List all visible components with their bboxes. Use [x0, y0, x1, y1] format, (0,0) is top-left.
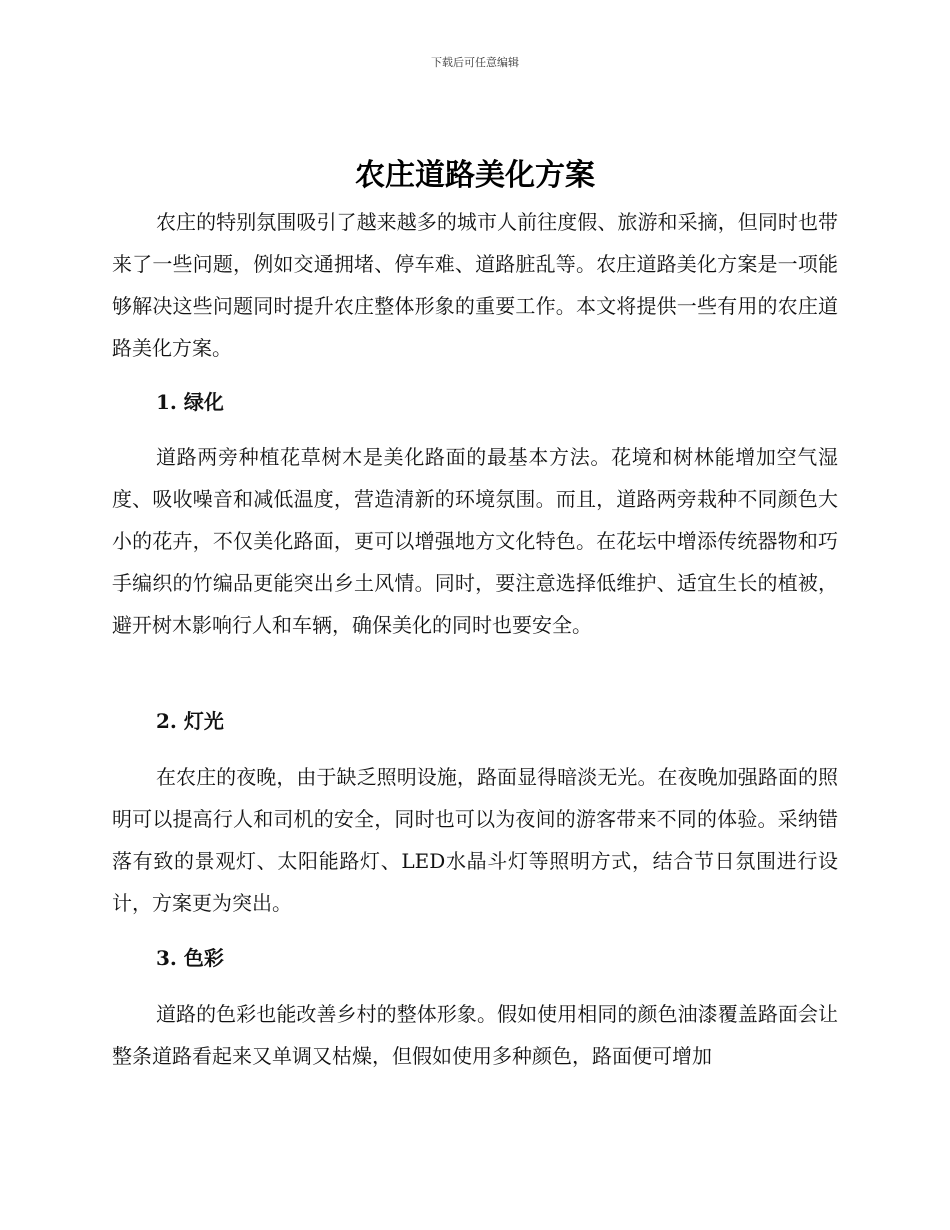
intro-paragraph: 农庄的特别氛围吸引了越来越多的城市人前往度假、旅游和采摘，但同时也带来了一些问题，例如交通拥堵、停车难、道路脏乱等。农庄道路美化方案是一项能够解决这些问题同时提升农庄整体形象的重要工作。本文将提供一些有用的农庄道路美化方案。 [112, 210, 838, 360]
header-note: 下载后可任意编辑 [431, 56, 519, 69]
section-color [112, 937, 838, 979]
section-heading-lighting: 2. 灯光 [156, 709, 224, 733]
section-color-body [112, 993, 838, 1077]
section-greening-body [112, 436, 838, 646]
section-paragraph-color: 道路的色彩也能改善乡村的整体形象。假如使用相同的颜色油漆覆盖路面会让整条道路看起来又单调又枯燥，但假如使用多种颜色，路面便可增加 [112, 1002, 838, 1068]
section-lighting-body [112, 756, 838, 924]
section-greening [112, 381, 838, 423]
section-heading-color: 3. 色彩 [156, 946, 224, 970]
intro-block [112, 201, 838, 369]
section-heading-greening: 1. 绿化 [156, 390, 224, 414]
document-title: 农庄道路美化方案 [355, 158, 595, 193]
section-paragraph-greening: 道路两旁种植花草树木是美化路面的最基本方法。花境和树林能增加空气湿度、吸收噪音和减低温度，营造清新的环境氛围。而且，道路两旁栽种不同颜色大小的花卉，不仅美化路面，更可以增强地方文化特色。在花坛中增添传统器物和巧手编织的竹编品更能突出乡土风情。同时，要注意选择低维护、适宜生长的植被，避开树木影响行人和车辆，确保美化的同时也要安全。 [112, 445, 838, 637]
section-paragraph-lighting: 在农庄的夜晚，由于缺乏照明设施，路面显得暗淡无光。在夜晚加强路面的照明可以提高行人和司机的安全，同时也可以为夜间的游客带来不同的体验。采纳错落有致的景观灯、太阳能路灯、LED水晶斗灯等照明方式，结合节日氛围进行设计，方案更为突出。 [112, 765, 838, 915]
section-lighting [112, 700, 838, 742]
